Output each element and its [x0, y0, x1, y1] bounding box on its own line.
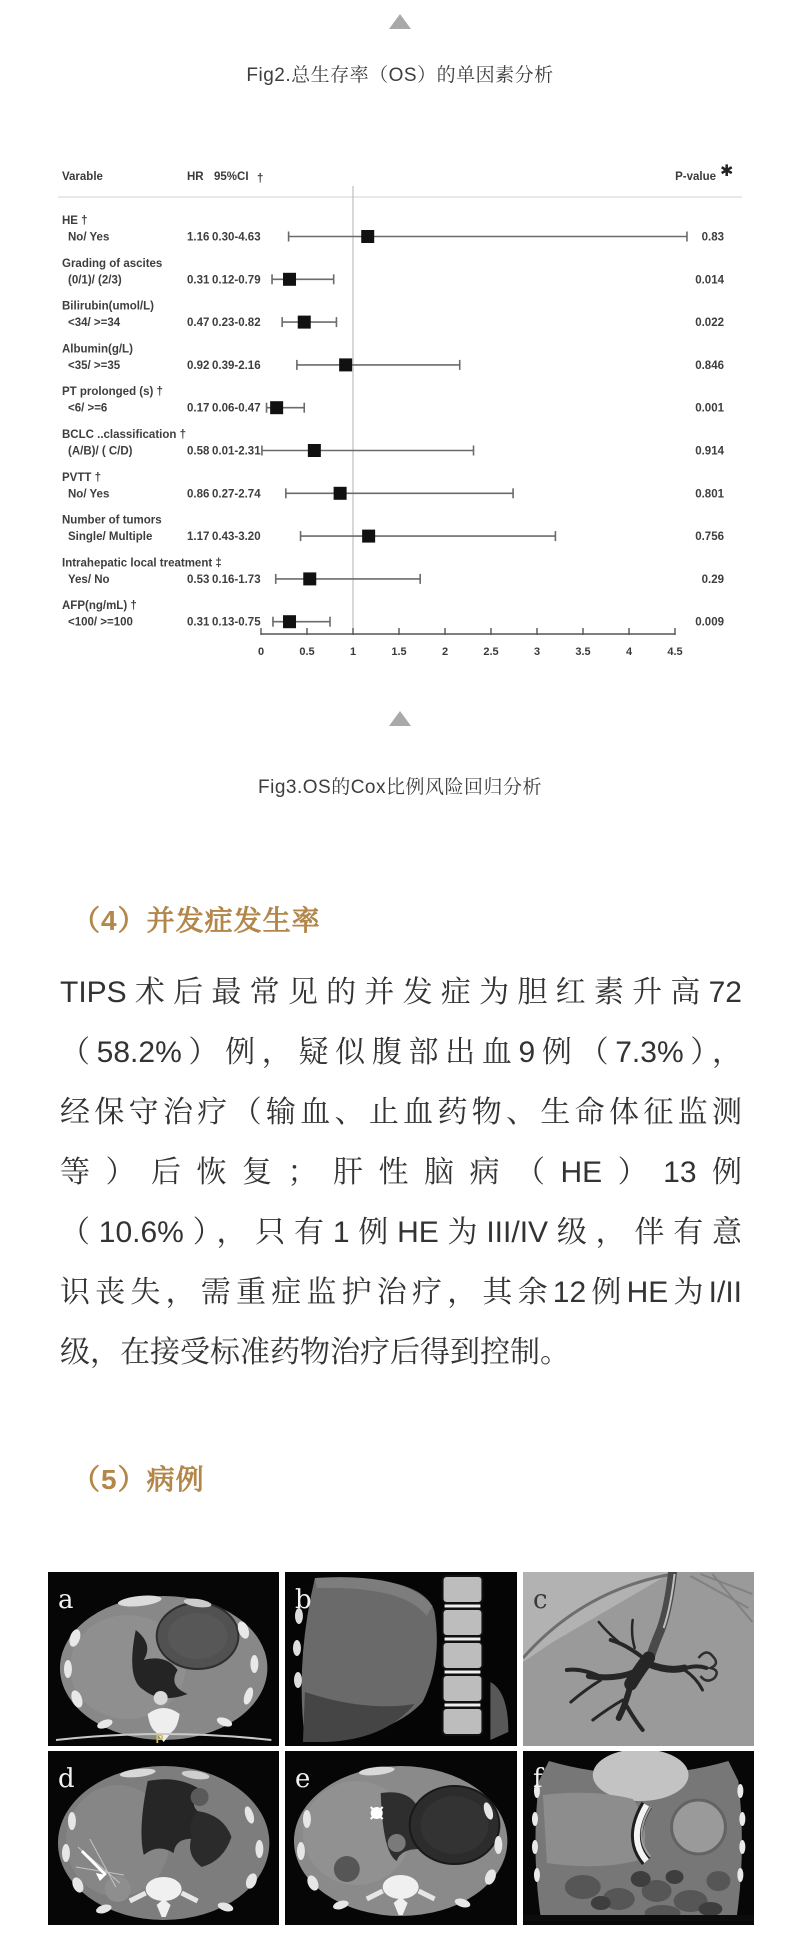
row-p-value: 0.846: [695, 359, 724, 372]
row-p-value: 0.83: [701, 231, 724, 244]
col-pvalue: P-value: [675, 171, 716, 183]
ct-label-a: a: [57, 1584, 74, 1616]
row-p-value: 0.014: [695, 274, 724, 287]
row-group-label: Bilirubin(umol/L): [62, 300, 154, 313]
row-p-value: 0.022: [695, 317, 724, 330]
row-sub-label: <100/ >=100: [68, 616, 133, 629]
collapse-up-icon[interactable]: [389, 14, 411, 29]
row-group-label: BCLC ..classification †: [62, 429, 186, 441]
paragraph-line: （10.6%），只有1例HE为III/IV级，伴有意: [60, 1216, 742, 1249]
hr-point-square: [361, 230, 374, 243]
hr-point-square: [334, 487, 347, 500]
row-hr-value: 1.16: [187, 231, 210, 244]
x-axis-tick-label: 1: [349, 646, 357, 658]
ct-label-d: d: [57, 1763, 75, 1795]
row-group-label: Grading of ascites: [62, 257, 163, 270]
paragraph-line: 识丧失，需重症监护治疗，其余12例HE为I/II: [60, 1276, 742, 1309]
row-hr-value: 1.17: [187, 531, 210, 544]
row-group-label: Intrahepatic local treatment ‡: [62, 557, 222, 570]
row-ci-value: 0.12-0.79: [212, 274, 261, 287]
row-ci-value: 0.06-0.47: [212, 402, 261, 415]
row-p-value: 0.001: [695, 402, 724, 415]
x-axis-tick-label: 3: [533, 646, 541, 658]
row-ci-value: 0.16-1.73: [212, 573, 261, 586]
hr-point-square: [283, 615, 296, 628]
x-axis-tick-label: 1.5: [391, 646, 407, 658]
row-ci-value: 0.23-0.82: [212, 317, 261, 330]
x-axis-tick-label: 0: [257, 646, 265, 658]
row-ci-value: 0.39-2.16: [212, 359, 261, 372]
hr-point-square: [362, 530, 375, 543]
paragraph-line: TIPS术后最常见的并发症为胆红素升高72: [60, 976, 742, 1009]
row-ci-value: 0.01-2.31: [212, 445, 261, 458]
pvalue-asterisk-icon: ✱: [720, 163, 734, 180]
row-hr-value: 0.58: [187, 445, 210, 458]
row-hr-value: 0.92: [187, 359, 210, 372]
row-ci-value: 0.13-0.75: [212, 616, 261, 629]
row-ci-value: 0.27-2.74: [212, 488, 261, 501]
row-group-label: PT prolonged (s) †: [62, 386, 163, 399]
row-ci-value: 0.30-4.63: [212, 231, 261, 244]
hr-point-square: [303, 572, 316, 585]
row-sub-label: No/ Yes: [68, 488, 110, 501]
section4-heading: （4）并发症发生率: [72, 905, 321, 936]
paragraph-line: 级，在接受标准药物治疗后得到控制。: [60, 1336, 570, 1369]
ct-axial-a-illustration: [48, 1572, 279, 1746]
col-hr: HR: [187, 171, 204, 183]
row-group-label: Number of tumors: [62, 514, 162, 527]
row-group-label: Albumin(g/L): [62, 343, 133, 356]
collapse-up-icon[interactable]: [389, 711, 411, 726]
section5-heading: （5）病例: [72, 1464, 205, 1495]
row-p-value: 0.29: [701, 573, 724, 586]
x-axis-tick-label: 4: [625, 646, 633, 658]
ct-image-b: [285, 1572, 516, 1746]
paragraph-line: （58.2%）例，疑似腹部出血9例（7.3%），: [60, 1036, 742, 1069]
row-sub-label: <6/ >=6: [68, 402, 108, 415]
ct-axial-e-illustration: [285, 1751, 516, 1925]
row-p-value: 0.009: [695, 616, 724, 629]
row-sub-label: (0/1)/ (2/3): [68, 274, 122, 287]
case-image-grid: [48, 1572, 754, 1925]
row-ci-value: 0.43-3.20: [212, 531, 261, 544]
ct-label-f: f: [532, 1763, 543, 1795]
ct-image-e: [285, 1751, 516, 1925]
row-sub-label: Single/ Multiple: [68, 531, 153, 544]
ct-image-a: [48, 1572, 279, 1746]
ct-orientation-marker-p: P: [155, 1731, 164, 1746]
ct-coronal-f-illustration: [523, 1751, 754, 1925]
row-sub-label: <35/ >=35: [68, 359, 121, 372]
row-group-label: PVTT †: [62, 471, 101, 484]
row-sub-label: Yes/ No: [68, 573, 110, 586]
hr-point-square: [308, 444, 321, 457]
row-hr-value: 0.47: [187, 317, 210, 330]
section4-paragraph: [60, 963, 742, 1383]
hr-point-square: [283, 273, 296, 286]
ct-image-c: [523, 1572, 754, 1746]
row-group-label: HE †: [62, 215, 88, 227]
row-hr-value: 0.31: [187, 274, 210, 287]
ct-label-b: b: [295, 1584, 312, 1616]
col-variable: Varable: [62, 171, 103, 183]
hr-point-square: [298, 316, 311, 329]
fig3-caption: Fig3.OS的Cox比例风险回归分析: [258, 777, 542, 798]
ct-coronal-b-illustration: [285, 1572, 516, 1746]
row-sub-label: No/ Yes: [68, 231, 110, 244]
row-hr-value: 0.31: [187, 616, 210, 629]
venogram-c-illustration: [523, 1572, 754, 1746]
forest-plot-figure: [0, 140, 800, 685]
col-ci: 95%CI: [214, 171, 249, 183]
forest-plot-svg: [0, 140, 800, 685]
hr-point-square: [270, 401, 283, 414]
row-hr-value: 0.17: [187, 402, 210, 415]
ct-label-c: c: [532, 1584, 548, 1616]
row-sub-label: (A/B)/ ( C/D): [68, 445, 133, 458]
x-axis-tick-label: 0.5: [299, 646, 315, 658]
ci-dagger-icon: †: [257, 173, 264, 185]
x-axis-tick-label: 2: [441, 646, 449, 658]
fig2-caption: Fig2.总生存率（OS）的单因素分析: [246, 65, 554, 86]
row-p-value: 0.756: [695, 531, 724, 544]
row-sub-label: <34/ >=34: [68, 317, 121, 330]
hr-point-square: [339, 358, 352, 371]
x-axis-tick-label: 4.5: [667, 646, 683, 658]
ct-image-d: [48, 1751, 279, 1925]
ct-axial-d-illustration: [48, 1751, 279, 1925]
row-p-value: 0.914: [695, 445, 724, 458]
paragraph-line: 等）后恢复；肝性脑病（HE）13例: [60, 1156, 742, 1189]
row-p-value: 0.801: [695, 488, 724, 501]
ct-label-e: e: [295, 1763, 311, 1795]
row-hr-value: 0.53: [187, 573, 210, 586]
ct-image-f: [523, 1751, 754, 1925]
paragraph-line: 经保守治疗（输血、止血药物、生命体征监测: [60, 1096, 742, 1129]
x-axis-tick-label: 2.5: [483, 646, 499, 658]
row-hr-value: 0.86: [187, 488, 210, 501]
x-axis-tick-label: 3.5: [575, 646, 591, 658]
row-group-label: AFP(ng/mL) †: [62, 600, 137, 613]
